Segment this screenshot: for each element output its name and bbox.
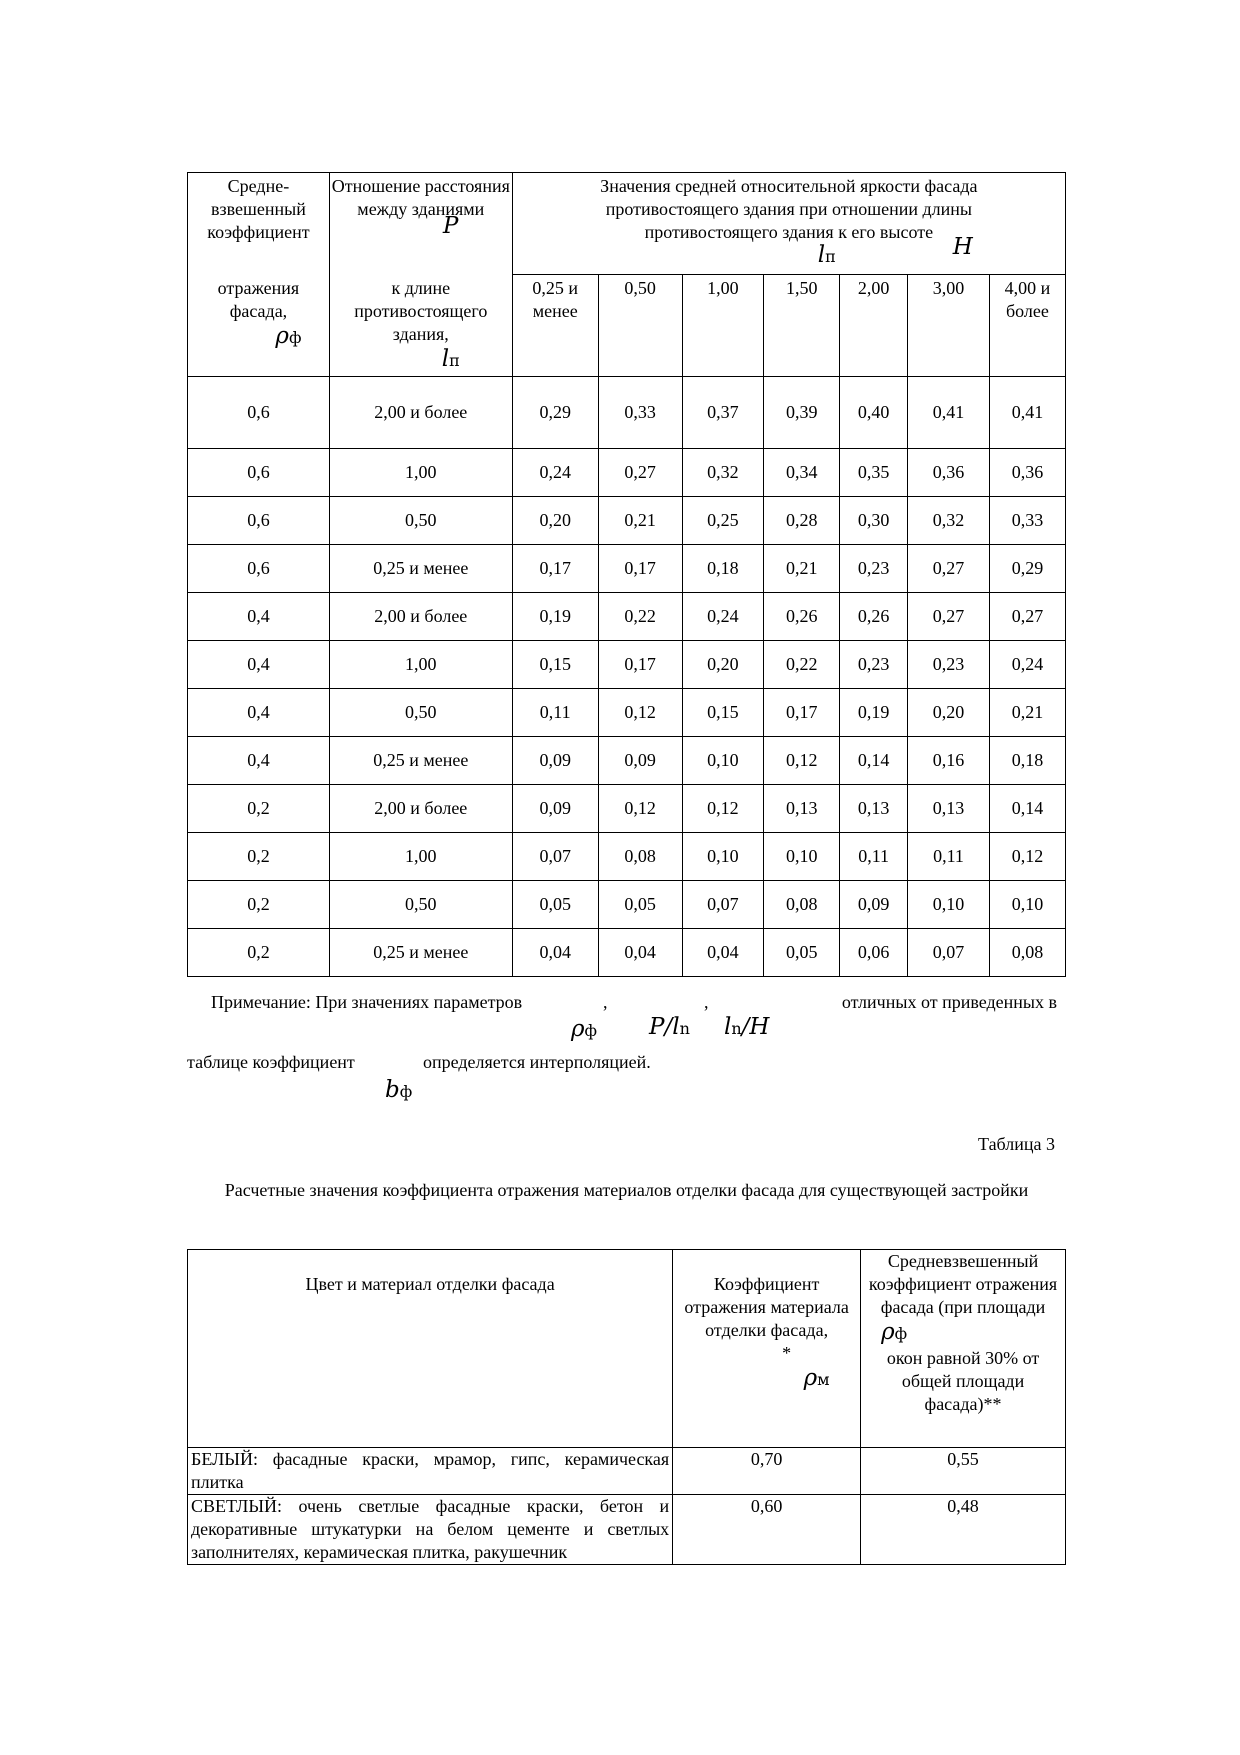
note-l-sub: n <box>731 1019 742 1038</box>
value-cell: 0,34 <box>764 449 840 497</box>
header-ratio-top <box>329 173 512 275</box>
ratio-cell: 1,00 <box>329 641 512 689</box>
value-cell: 0,21 <box>764 545 840 593</box>
ratio-cell: 0,50 <box>329 497 512 545</box>
value-cell: 0,19 <box>840 689 908 737</box>
ratio-cell: 0,25 и менее <box>329 929 512 977</box>
t3-coef-cell: 0,70 <box>673 1448 861 1495</box>
value-cell: 0,04 <box>512 929 598 977</box>
note-symbol-b <box>385 1077 412 1105</box>
value-cell: 0,41 <box>989 377 1065 449</box>
value-cell: 0,33 <box>598 377 682 449</box>
ratio-cell: 0,25 и менее <box>329 737 512 785</box>
table-number: Таблица 3 <box>978 1134 1055 1154</box>
reflection-table <box>187 1249 1066 1565</box>
t3-header-avg <box>861 1250 1066 1448</box>
value-cell: 0,06 <box>840 929 908 977</box>
value-cell: 0,18 <box>682 545 764 593</box>
value-cell: 0,07 <box>512 833 598 881</box>
value-cell: 0,17 <box>598 641 682 689</box>
rho-cell: 0,2 <box>188 833 330 881</box>
ratio-header: 0,50 <box>598 275 682 377</box>
value-cell: 0,07 <box>908 929 990 977</box>
value-cell: 0,05 <box>764 929 840 977</box>
lp-sub: п <box>449 350 460 370</box>
value-cell: 0,18 <box>989 737 1065 785</box>
value-cell: 0,12 <box>764 737 840 785</box>
rho-m-sub: м <box>817 1370 830 1389</box>
symbol-l-main: l <box>817 242 826 268</box>
value-cell: 0,27 <box>989 593 1065 641</box>
value-cell: 0,09 <box>598 737 682 785</box>
note-line-1 <box>211 992 1057 1042</box>
value-cell: 0,04 <box>682 929 764 977</box>
table-row <box>188 929 1066 977</box>
value-cell: 0,23 <box>840 545 908 593</box>
note-l-tail: /H <box>741 1014 770 1040</box>
value-cell: 0,12 <box>598 785 682 833</box>
value-cell: 0,20 <box>682 641 764 689</box>
table-row <box>188 737 1066 785</box>
note-symbol-rho <box>571 1016 597 1044</box>
symbol-rho-f <box>188 323 329 351</box>
value-cell: 0,41 <box>908 377 990 449</box>
ratio-cell: 0,25 и менее <box>329 545 512 593</box>
value-cell: 0,36 <box>989 449 1065 497</box>
value-cell: 0,11 <box>512 689 598 737</box>
rho-cell: 0,4 <box>188 641 330 689</box>
value-cell: 0,10 <box>682 737 764 785</box>
value-cell: 0,13 <box>908 785 990 833</box>
note-p-ratio: P/l <box>649 1014 680 1040</box>
brightness-table <box>187 172 1066 977</box>
value-cell: 0,05 <box>512 881 598 929</box>
value-cell: 0,12 <box>598 689 682 737</box>
rho-sub: ф <box>288 327 302 347</box>
rho-cell: 0,2 <box>188 785 330 833</box>
table-row <box>188 641 1066 689</box>
note-line-2 <box>187 1052 651 1103</box>
rho-cell: 0,2 <box>188 929 330 977</box>
value-cell: 0,17 <box>764 689 840 737</box>
header-rho-top-text: Средне-взвешенный коэффициент <box>207 176 310 242</box>
ratio-header: 3,00 <box>908 275 990 377</box>
value-cell: 0,27 <box>908 593 990 641</box>
value-cell: 0,26 <box>764 593 840 641</box>
t3-symbol-rho-m <box>681 1365 852 1393</box>
value-cell: 0,23 <box>840 641 908 689</box>
note-symbol-p-ratio <box>649 1014 690 1042</box>
value-cell: 0,21 <box>989 689 1065 737</box>
note-end: отличных от приведенных в <box>841 992 1057 1012</box>
value-cell: 0,30 <box>840 497 908 545</box>
value-cell: 0,27 <box>908 545 990 593</box>
t3-header-coef-text: Коэффициент отражения материала отделки фасада, <box>684 1274 849 1340</box>
rho-cell: 0,4 <box>188 689 330 737</box>
note-b-sub: ф <box>399 1082 413 1101</box>
lp-main: l <box>441 345 450 372</box>
value-cell: 0,05 <box>598 881 682 929</box>
value-cell: 0,24 <box>512 449 598 497</box>
value-cell: 0,10 <box>682 833 764 881</box>
t3-rho-main: ρ <box>881 1319 895 1345</box>
symbol-h: H <box>952 234 973 260</box>
ratio-header: 1,00 <box>682 275 764 377</box>
note-comma-1: , <box>603 992 608 1012</box>
t3-avg-cell: 0,48 <box>861 1495 1066 1565</box>
value-cell: 0,29 <box>512 377 598 449</box>
value-cell: 0,14 <box>989 785 1065 833</box>
value-cell: 0,15 <box>512 641 598 689</box>
value-cell: 0,23 <box>908 641 990 689</box>
value-cell: 0,08 <box>764 881 840 929</box>
t3-coef-cell: 0,60 <box>673 1495 861 1565</box>
value-cell: 0,13 <box>764 785 840 833</box>
value-cell: 0,24 <box>682 593 764 641</box>
value-cell: 0,19 <box>512 593 598 641</box>
symbol-l-p <box>330 346 512 374</box>
value-cell: 0,27 <box>598 449 682 497</box>
table-row <box>188 785 1066 833</box>
table-row <box>188 881 1066 929</box>
value-cell: 0,25 <box>682 497 764 545</box>
ratio-cell: 1,00 <box>329 449 512 497</box>
table-row <box>188 593 1066 641</box>
value-cell: 0,09 <box>512 785 598 833</box>
t3-header-avg-a: Средневзвешенный коэффициент отражения фасада (при площади <box>868 1251 1058 1317</box>
value-cell: 0,09 <box>840 881 908 929</box>
value-cell: 0,16 <box>908 737 990 785</box>
t3-header-material: Цвет и материал отделки фасада <box>188 1250 673 1448</box>
header-ratio-top-text: Отношение расстояния между зданиями <box>331 176 510 219</box>
header-rho-top <box>188 173 330 275</box>
value-cell: 0,28 <box>764 497 840 545</box>
ratio-cell: 2,00 и более <box>329 785 512 833</box>
value-cell: 0,10 <box>764 833 840 881</box>
ratio-cell: 1,00 <box>329 833 512 881</box>
rho-main: ρ <box>275 322 289 349</box>
rho-cell: 0,4 <box>188 593 330 641</box>
ratio-header: 4,00 и более <box>989 275 1065 377</box>
header-ratio-bottom <box>329 275 512 377</box>
value-cell: 0,08 <box>598 833 682 881</box>
header-ratio-bottom-text: к длине противостоящего здания, <box>354 277 488 344</box>
t3-header-avg-b: окон равной 30% от общей площади фасада)** <box>886 1348 1040 1414</box>
table-row <box>188 689 1066 737</box>
value-cell: 0,12 <box>989 833 1065 881</box>
value-cell: 0,04 <box>598 929 682 977</box>
rho-cell: 0,4 <box>188 737 330 785</box>
table-row <box>188 449 1066 497</box>
value-cell: 0,22 <box>598 593 682 641</box>
rho-cell: 0,2 <box>188 881 330 929</box>
value-cell: 0,10 <box>908 881 990 929</box>
ratio-cell: 2,00 и более <box>329 593 512 641</box>
value-cell: 0,20 <box>512 497 598 545</box>
note-line2-start: таблице коэффициент <box>187 1052 355 1072</box>
rho-cell: 0,6 <box>188 545 330 593</box>
note-l: l <box>724 1014 732 1040</box>
t3-avg-cell: 0,55 <box>861 1448 1066 1495</box>
note-rho-sub: ф <box>584 1021 598 1040</box>
value-cell: 0,26 <box>840 593 908 641</box>
value-cell: 0,33 <box>989 497 1065 545</box>
table-row <box>188 497 1066 545</box>
table-row <box>188 833 1066 881</box>
value-cell: 0,13 <box>840 785 908 833</box>
symbol-l-sub: п <box>825 247 836 266</box>
value-cell: 0,07 <box>682 881 764 929</box>
note-symbol-l-ratio <box>724 1014 769 1042</box>
rho-cell: 0,6 <box>188 449 330 497</box>
t3-rho-sub: ф <box>894 1324 908 1343</box>
header-group-text: Значения средней относительной яркости фасада противостоящего здания при отношении длины противостоящего здания <box>600 176 978 242</box>
value-cell: 0,15 <box>682 689 764 737</box>
value-cell: 0,11 <box>840 833 908 881</box>
value-cell: 0,17 <box>512 545 598 593</box>
value-cell: 0,12 <box>682 785 764 833</box>
table-row <box>188 545 1066 593</box>
value-cell: 0,22 <box>764 641 840 689</box>
value-cell: 0,10 <box>989 881 1065 929</box>
ratio-cell: 0,50 <box>329 689 512 737</box>
value-cell: 0,36 <box>908 449 990 497</box>
symbol-p: P <box>442 213 459 239</box>
value-cell: 0,35 <box>840 449 908 497</box>
ratio-header: 2,00 <box>840 275 908 377</box>
note-b: b <box>385 1077 400 1103</box>
ratio-header: 1,50 <box>764 275 840 377</box>
value-cell: 0,37 <box>682 377 764 449</box>
header-rho-bottom-text: отражения фасада, <box>217 277 300 321</box>
note-start: Примечание: При значениях параметров <box>211 992 523 1012</box>
value-cell: 0,11 <box>908 833 990 881</box>
rho-cell: 0,6 <box>188 377 330 449</box>
t3-material-cell: БЕЛЫЙ: фасадные краски, мрамор, гипс, керамическая плитка <box>188 1448 673 1495</box>
ratio-cell: 2,00 и более <box>329 377 512 449</box>
ratio-header: 0,25 и менее <box>512 275 598 377</box>
value-cell: 0,14 <box>840 737 908 785</box>
value-cell: 0,40 <box>840 377 908 449</box>
header-group <box>512 173 1065 275</box>
note-comma-2: , <box>704 992 709 1012</box>
value-cell: 0,32 <box>682 449 764 497</box>
value-cell: 0,09 <box>512 737 598 785</box>
note-p-ratio-sub: n <box>679 1019 690 1038</box>
rho-m-main: ρ <box>803 1365 818 1391</box>
value-cell: 0,20 <box>908 689 990 737</box>
t3-material-cell: СВЕТЛЫЙ: очень светлые фасадные краски, бетон и декоративные штукатурки на белом цементе и светлых заполнителях, керамическая плитка, ракушечник <box>188 1495 673 1565</box>
value-cell: 0,08 <box>989 929 1065 977</box>
t3-symbol-rho-f <box>867 1319 1059 1347</box>
ratio-cell: 0,50 <box>329 881 512 929</box>
rho-cell: 0,6 <box>188 497 330 545</box>
note-line2-end: определяется интерполяцией. <box>423 1052 651 1072</box>
value-cell: 0,21 <box>598 497 682 545</box>
header-rho-bottom <box>188 275 330 377</box>
table-title: Расчетные значения коэффициента отражения материалов отделки фасада для существующей застройки <box>224 1180 1029 1200</box>
value-cell: 0,24 <box>989 641 1065 689</box>
value-cell: 0,29 <box>989 545 1065 593</box>
symbol-l <box>818 242 836 270</box>
t3-header-coef <box>673 1250 861 1448</box>
value-cell: 0,39 <box>764 377 840 449</box>
brightness-table-body <box>188 377 1066 977</box>
value-cell: 0,32 <box>908 497 990 545</box>
value-cell: 0,17 <box>598 545 682 593</box>
table-row <box>188 377 1066 449</box>
note-rho: ρ <box>571 1016 585 1042</box>
header-group-text-2: к его высоте <box>838 222 934 242</box>
t3-header-coef-star: * <box>782 1343 792 1363</box>
